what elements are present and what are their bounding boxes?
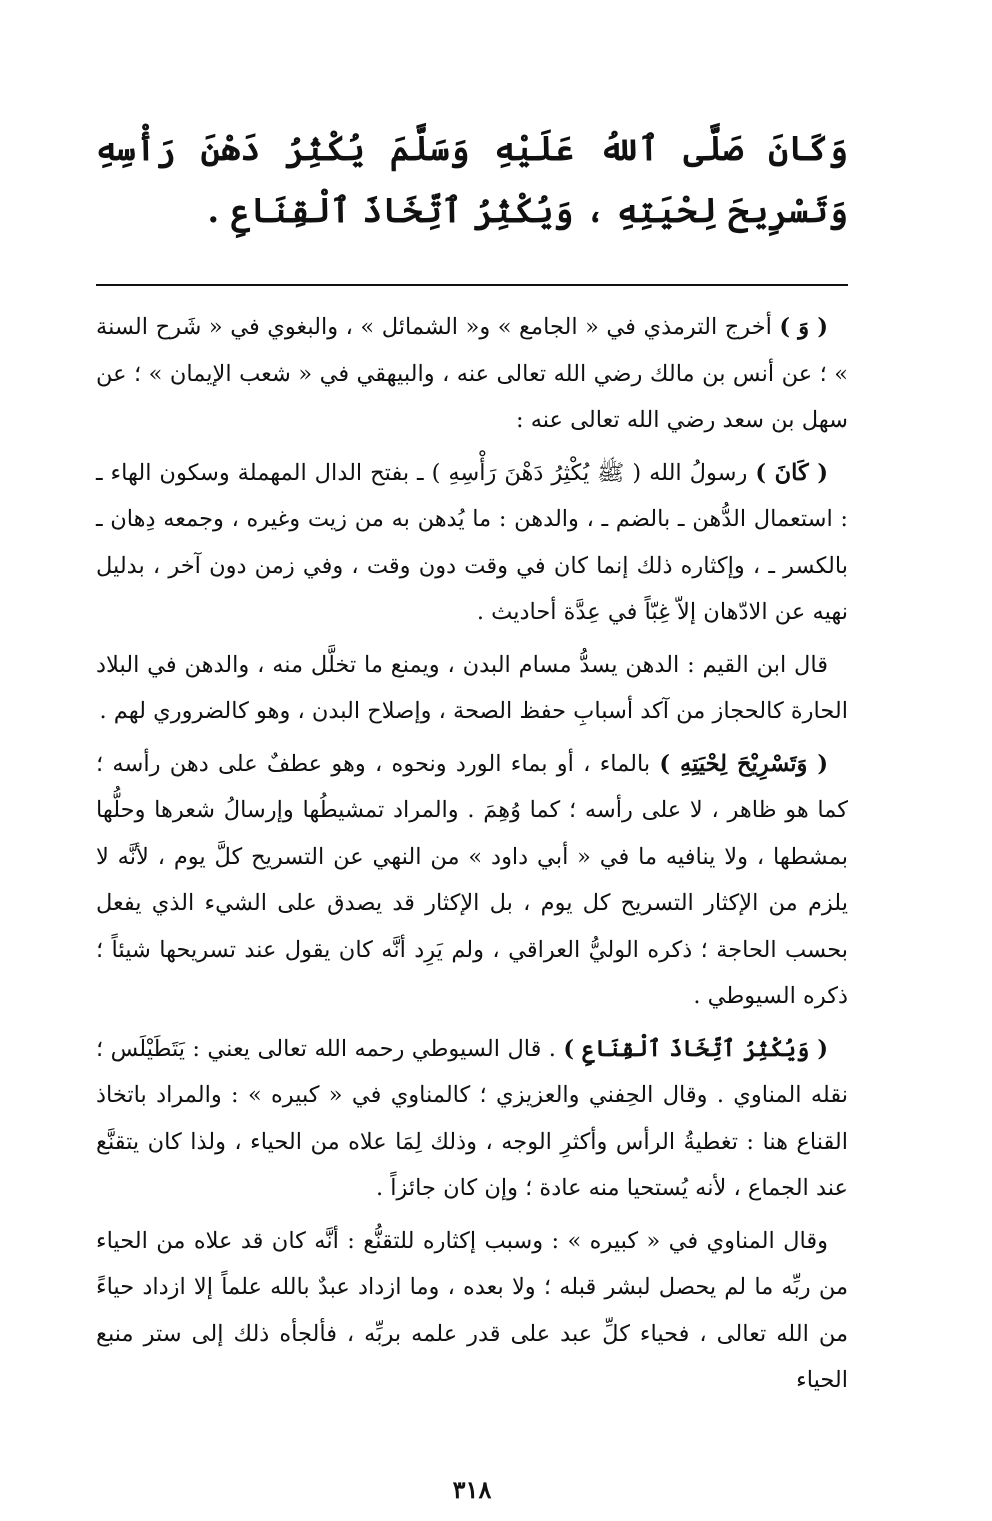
page (96, 118, 848, 1504)
commentary (96, 304, 848, 1410)
commentary-paragraph (96, 741, 848, 1020)
commentary-lead: ( وَ ) (779, 314, 828, 340)
commentary-text: وقال المناوي في « كبيره » : وسبب إكثاره للتقنُّع : أنَّه كان قد علاه من الحياء من ربِّه ما لم يحصل لبشر قبله ؛ ولا بعده ، وما ازداد عبدٌ بالله علماً إلا ازداد حياءً من الله تعالى ، فحياء كلِّ عبد على قدر علمه بربِّه ، فألجأه ذلك إلى ستر منبع الحياء (96, 1227, 848, 1393)
commentary-paragraph (96, 1218, 848, 1404)
commentary-text: رسولُ الله ( ﷺ يُكْثِرُ دَهْنَ رَأْسِهِ ) ـ بفتح الدال المهملة وسكون الهاء ـ : استعمال الدُّهن ـ بالضم ـ ، والدهن : ما يُدهن به من زيت وغيره ، وجمعه دِهان ـ بالكسر ـ ، وإكثاره ذلك إنما كان في وقت دون وقت ، وفي زمن دون آخر ، بدليل نهيه عن الادّهان إلاّ غِبّاً في عِدَّة أحاديث . (96, 459, 848, 625)
divider (96, 284, 848, 286)
commentary-text: . قال السيوطي رحمه الله تعالى يعني : يَتَطَيْلَس ؛ نقله المناوي . وقال الحِفني والعزيزي ؛ كالمناوي في « كبيره » : والمراد باتخاذ القناع هنا : تغطيةُ الرأس وأكثرِ الوجه ، وذلك لِمَا علاه من الحياء ، ولذا كان يتقنَّع عند الجماع ، لأنه يُستحيا منه عادة ؛ وإن كان جائزاً . (96, 1035, 848, 1201)
commentary-lead: ( وَتَسْرِيْحَ لِحْيَتِهِ ) (659, 750, 828, 777)
commentary-lead: ( كَانَ ) (755, 459, 828, 486)
commentary-text: بالماء ، أو بماء الورد ونحوه ، وهو عطفٌ على دهن رأسه ؛ كما هو ظاهر ، لا على رأسه ؛ كما وُهِمَ . والمراد تمشيطُها وإرسالُ شعرها وحلُّها بمشطها ، ولا ينافيه ما في « أبي داود » من النهي عن التسريح كلَّ يوم ، لأنَّه لا يلزم من الإكثار التسريح كل يوم ، بل الإكثار قد يصدق على الشيء الذي يفعل بحسب الحاجة ؛ ذكره الوليُّ العراقي ، ولم يَرِد أنَّه كان يقول عند تسريحها شيئاً ؛ ذكره السيوطي . (96, 750, 848, 1009)
main-text: وَكَانَ صَلَّى ٱللهُ عَلَيْهِ وَسَلَّمَ يُكْثِرُ دَهْنَ رَأْسِهِ وَتَسْرِيحَ لِحْيَتِهِ ، وَيُكْثِرُ ٱتِّخَاذَ ٱلْقِنَاعِ . (96, 129, 848, 231)
commentary-text: أخرج الترمذي في « الجامع » و« الشمائل » ، والبغوي في « شَرح السنة » ؛ عن أنس بن مالك رضي الله تعالى عنه ، والبيهقي في « شعب الإيمان » ؛ عن سهل بن سعد رضي الله تعالى عنه : (96, 314, 848, 433)
commentary-lead: ( وَيُكْثِرُ ٱتِّخَاذَ ٱلْقِنَاعِ ) (563, 1035, 829, 1062)
commentary-paragraph (96, 1026, 848, 1212)
page-number: ٣١٨ (452, 1475, 492, 1504)
commentary-paragraph (96, 642, 848, 735)
commentary-paragraph (96, 450, 848, 636)
commentary-paragraph (96, 304, 848, 444)
commentary-text: قال ابن القيم : الدهن يسدُّ مسام البدن ، ويمنع ما تخلَّل منه ، والدهن في البلاد الحارة كالحجاز من آكد أسبابِ حفظ الصحة ، وإصلاح البدن ، وهو كالضروري لهم . (96, 651, 848, 724)
